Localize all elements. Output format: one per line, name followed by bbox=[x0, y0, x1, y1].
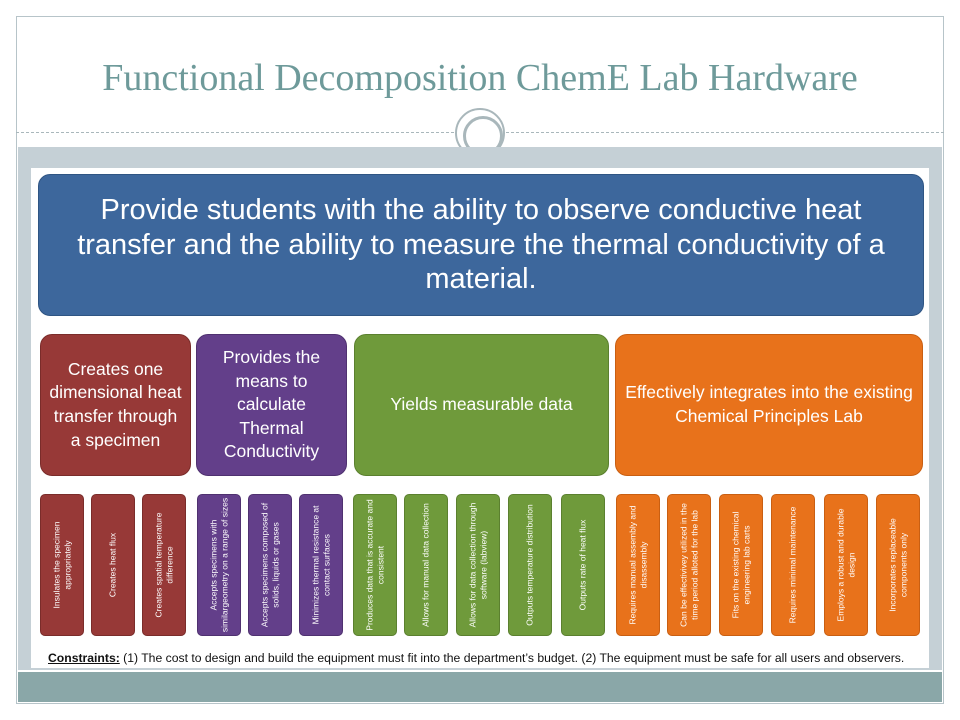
goal-text: Provide students with the ability to observe conductive heat transfer and the ability to measure the thermal conductivity of a material. bbox=[77, 193, 885, 296]
subfunction-box bbox=[667, 494, 711, 636]
subfunction-label: Minimizes thermal resistance at contact surfaces bbox=[310, 505, 331, 625]
subfunction-box bbox=[456, 494, 500, 636]
function-label: Effectively integrates into the existing Chemical Principles Lab bbox=[625, 382, 913, 426]
subfunction-box bbox=[299, 494, 343, 636]
subfunction-box bbox=[197, 494, 241, 636]
subfunction-label: Accepts specimens with similargeometry on a range of sizes bbox=[208, 497, 229, 633]
function-box-heat-transfer bbox=[40, 334, 191, 476]
subfunction-box bbox=[248, 494, 292, 636]
constraints-text: (1) The cost to design and build the equipment must fit into the department’s budget. (2) The equipment must be safe for all users and observers. bbox=[123, 651, 905, 665]
subfunction-box bbox=[616, 494, 660, 636]
subfunction-label: Employs a robust and durable design bbox=[835, 508, 856, 622]
subfunction-box bbox=[824, 494, 868, 636]
subfunction-box bbox=[876, 494, 920, 636]
constraints-label: Constraints: bbox=[48, 651, 120, 665]
subfunction-label: Allows for data collection through software (labview) bbox=[467, 502, 488, 628]
subfunction-box bbox=[771, 494, 815, 636]
function-label: Provides the means to calculate Thermal Conductivity bbox=[222, 346, 321, 462]
footer-bar bbox=[18, 672, 942, 702]
subfunction-box bbox=[561, 494, 605, 636]
subfunction-label: Outputs temperature distribution bbox=[524, 504, 535, 626]
subfunction-label: Requires minimal maintenance bbox=[787, 506, 798, 624]
function-label: Creates one dimensional heat transfer through a specimen bbox=[49, 358, 182, 450]
subfunction-label: Outputs rate of heat flux bbox=[577, 519, 588, 611]
subfunction-label: Creates heat flux bbox=[107, 532, 118, 598]
subfunction-label: Accepts specimens composed of solids, liquids or gases bbox=[259, 502, 280, 628]
subfunction-label: Creates spatial temperature difference bbox=[153, 512, 174, 618]
function-box-lab-integration bbox=[615, 334, 923, 476]
function-label: Yields measurable data bbox=[390, 394, 573, 415]
goal-box bbox=[38, 174, 924, 316]
subfunction-label: Incorporates replaceable components only bbox=[887, 518, 908, 612]
subfunction-label: Can be effectivivey utilized in the time period alloted for the lab bbox=[678, 503, 699, 627]
subfunction-box bbox=[404, 494, 448, 636]
subfunction-label: Requires manual assembly and disassembly bbox=[627, 505, 648, 625]
subfunction-box bbox=[508, 494, 552, 636]
subfunction-label: Allows for manual data collection bbox=[420, 503, 431, 627]
subfunction-label: Insulates the specimen appropriately bbox=[51, 521, 72, 609]
subfunction-box bbox=[142, 494, 186, 636]
constraints-note bbox=[48, 651, 928, 665]
function-box-thermal-conductivity bbox=[196, 334, 347, 476]
subfunction-box bbox=[40, 494, 84, 636]
slide-title: Functional Decomposition ChemE Lab Hardware bbox=[102, 57, 858, 99]
subfunction-box bbox=[353, 494, 397, 636]
subfunction-box bbox=[719, 494, 763, 636]
subfunction-label: Fits on the existing chemical engineering lab carts bbox=[730, 511, 751, 619]
subfunction-label: Produces data that is accurate and consistent bbox=[364, 499, 385, 631]
subfunction-box bbox=[91, 494, 135, 636]
function-box-measurable-data bbox=[354, 334, 609, 476]
